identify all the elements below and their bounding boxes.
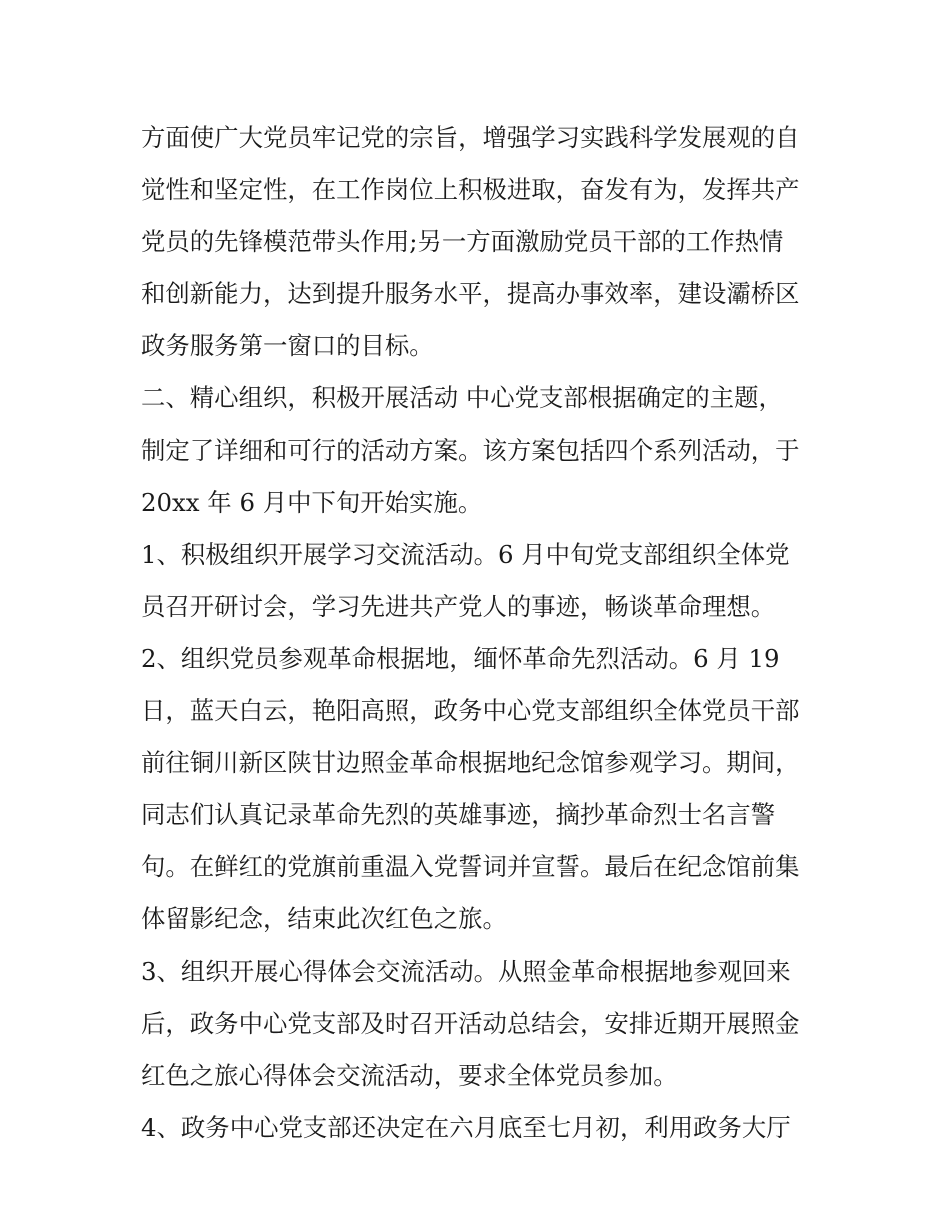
text-line: 政务服务第一窗口的目标。 bbox=[141, 331, 434, 361]
text-line: 20xx 年 6 月中下旬开始实施。 bbox=[141, 487, 483, 517]
text-line: 二、精心组织，积极开展活动 中心党支部根据确定的主题， bbox=[141, 383, 783, 413]
text-line: 员召开研讨会，学习先进共产党人的事迹，畅谈革命理想。 bbox=[141, 591, 776, 621]
text-line: 方面使广大党员牢记党的宗旨，增强学习实践科学发展观的自 bbox=[141, 123, 800, 152]
text-line: 党员的先锋模范带头作用;另一方面激励党员干部的工作热情 bbox=[141, 227, 784, 257]
text-line: 后，政务中心党支部及时召开活动总结会，安排近期开展照金 bbox=[141, 1008, 800, 1038]
text-line: 1、积极组织开展学习交流活动。6 月中旬党支部组织全体党 bbox=[141, 539, 790, 569]
text-line: 2、组织党员参观革命根据地，缅怀革命先烈活动。6 月 19 bbox=[141, 643, 780, 673]
text-line: 制定了详细和可行的活动方案。该方案包括四个系列活动，于 bbox=[141, 435, 800, 465]
text-line: 前往铜川新区陕甘边照金革命根据地纪念馆参观学习。期间， bbox=[141, 748, 800, 778]
text-line: 和创新能力，达到提升服务水平，提高办事效率，建设灞桥区 bbox=[141, 279, 800, 309]
text-line: 日，蓝天白云，艳阳高照，政务中心党支部组织全体党员干部 bbox=[141, 696, 800, 726]
text-line: 觉性和坚定性，在工作岗位上积极进取，奋发有为，发挥共产 bbox=[141, 175, 800, 205]
text-line: 红色之旅心得体会交流活动，要求全体党员参加。 bbox=[141, 1060, 678, 1090]
body-text bbox=[141, 112, 813, 1154]
text-line: 4、政务中心党支部还决定在六月底至七月初，利用政务大厅 bbox=[141, 1112, 791, 1142]
text-line: 体留影纪念，结束此次红色之旅。 bbox=[141, 904, 507, 934]
text-line: 句。在鲜红的党旗前重温入党誓词并宣誓。最后在纪念馆前集 bbox=[141, 852, 800, 882]
text-line: 同志们认真记录革命先烈的英雄事迹，摘抄革命烈士名言警 bbox=[141, 800, 776, 830]
text-line: 3、组织开展心得体会交流活动。从照金革命根据地参观回来 bbox=[141, 956, 791, 986]
